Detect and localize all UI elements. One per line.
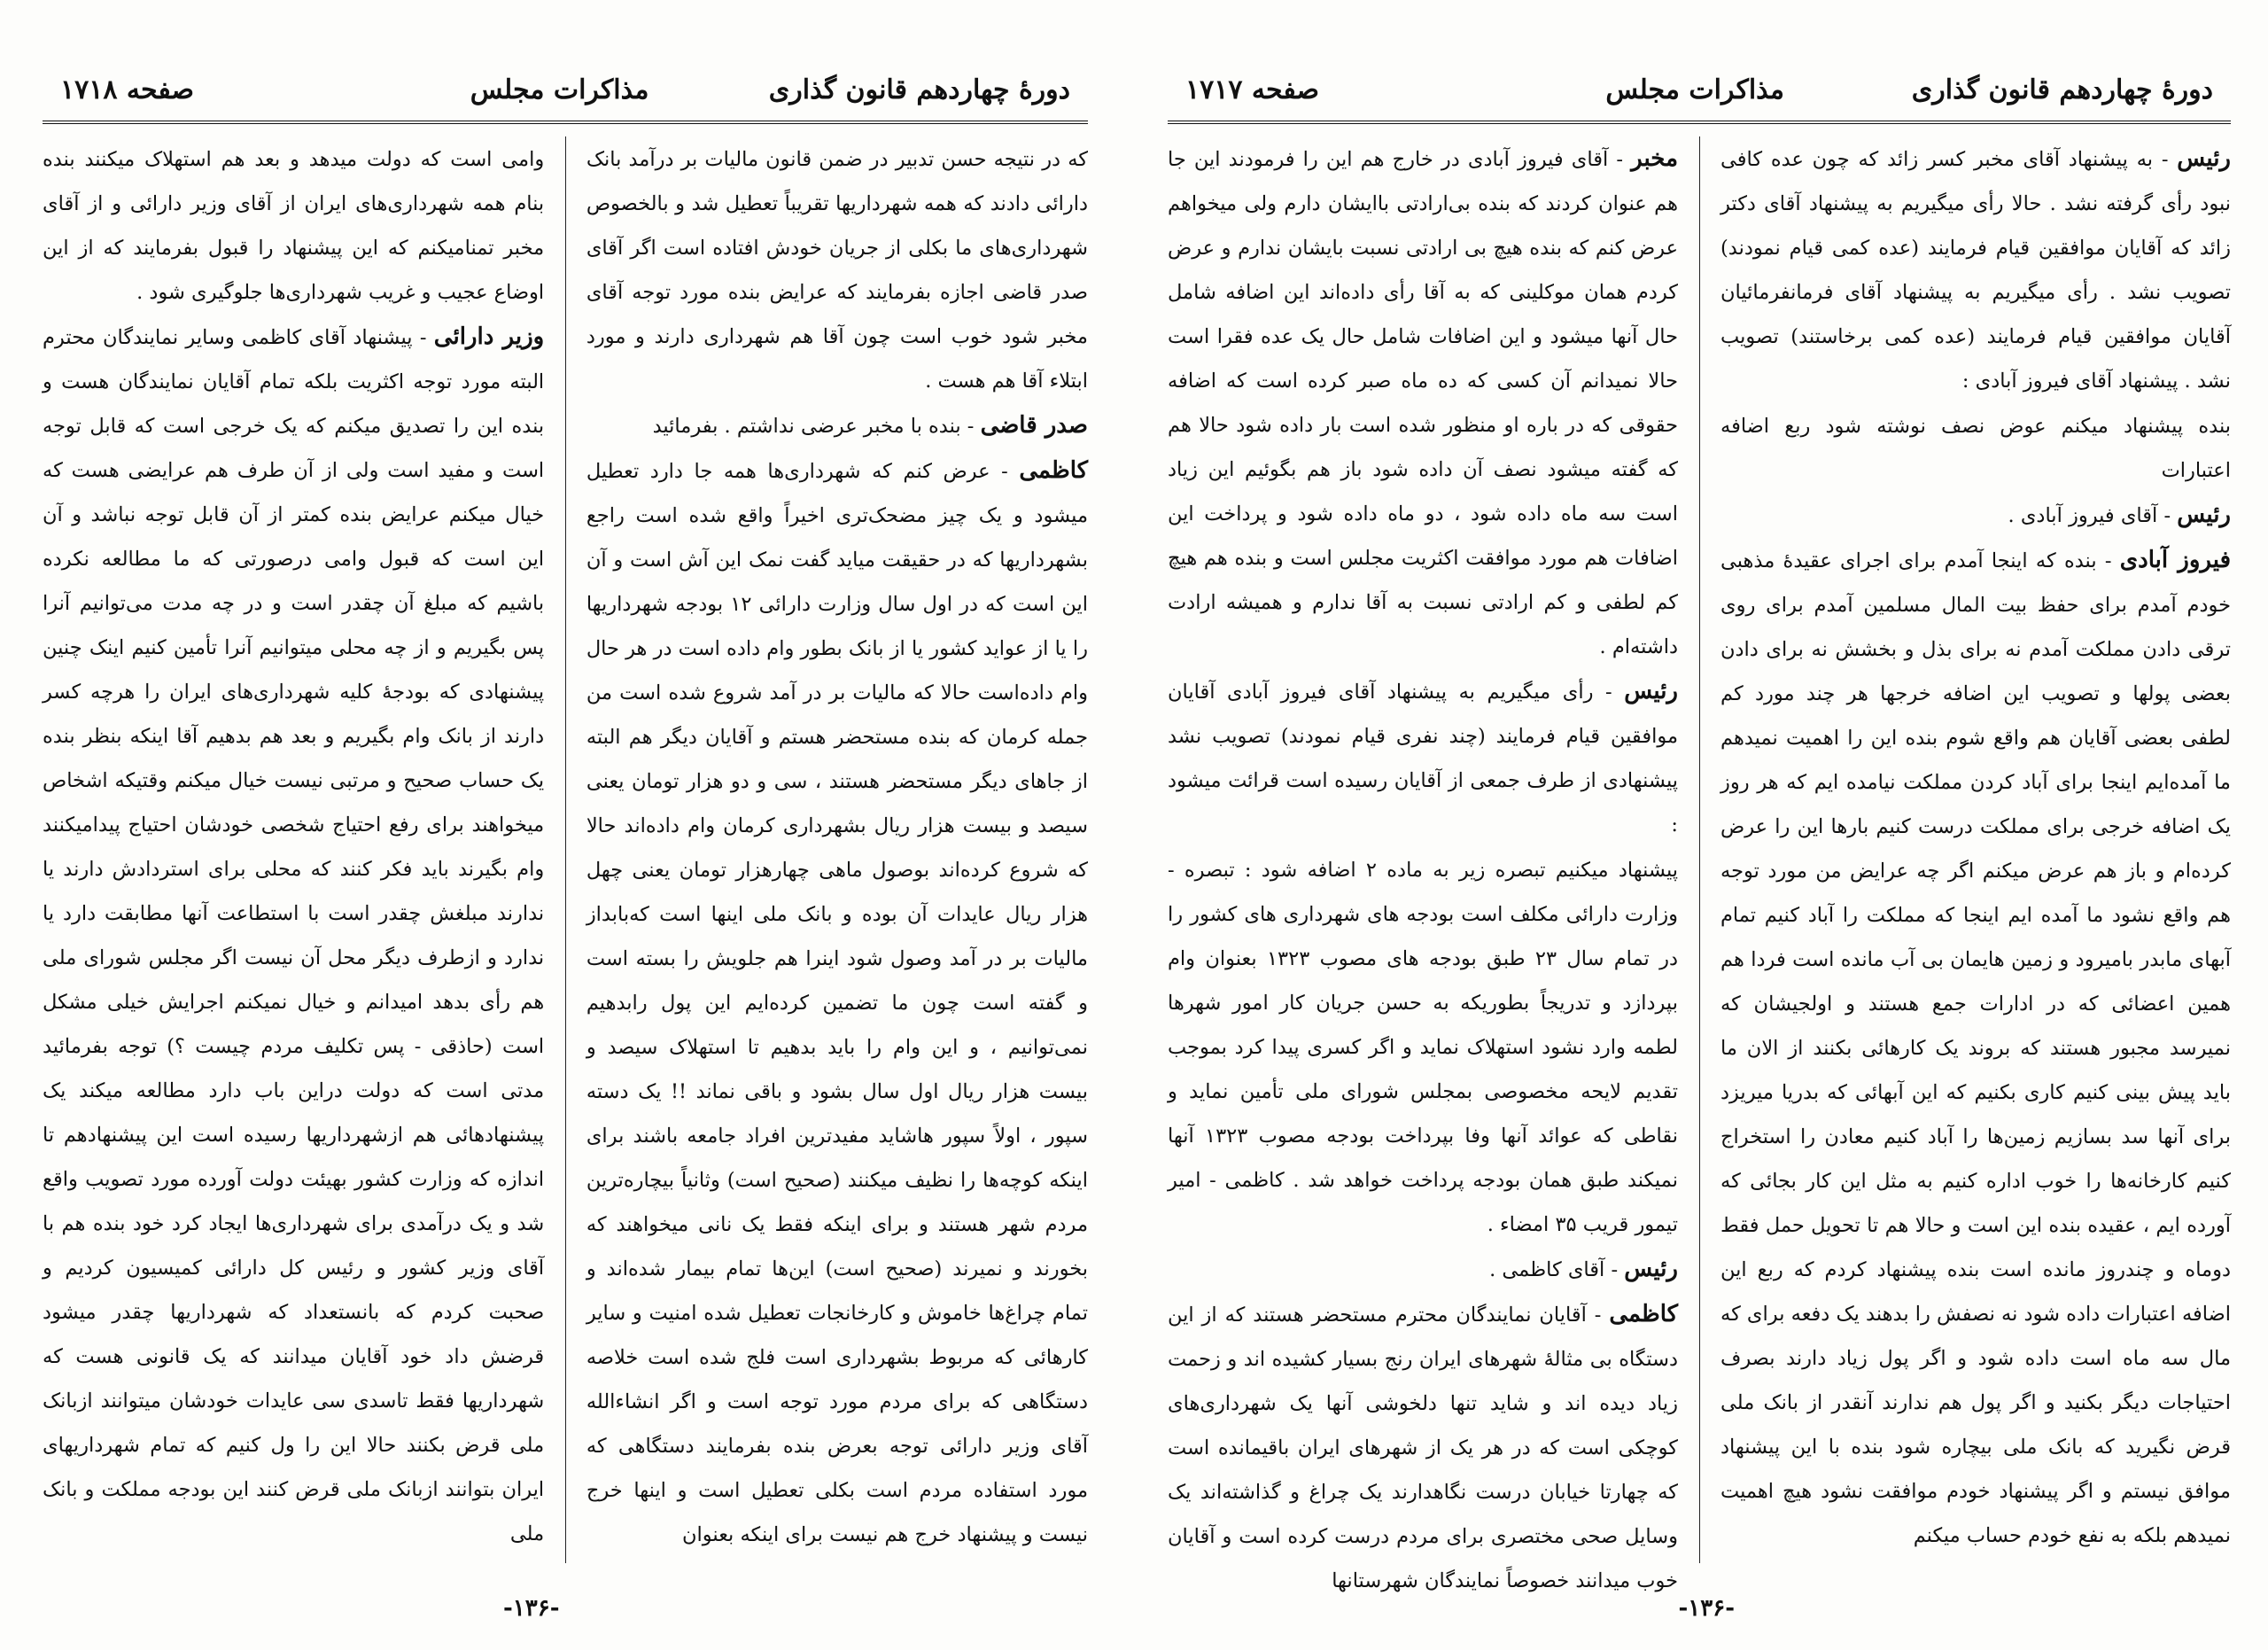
page-number: صفحه ۱۷۱۸ [60,74,194,105]
paragraph-text: - آقای کاظمی . [1489,1258,1619,1281]
paragraph-text: - آقای فیروز آبادی در خارج هم این را فرمودند این جا هم عنوان کردند که بنده بی‌ارادتی باایشان دارم ولی میخواهم عرض کنم که بنده هیچ بی ارادتی نسبت بایشان ندارم و عرض کردم همان موکلینی که به آقا رأی داده‌اند این اضافه شامل حال آنها میشود و این اضافات شامل حال یک عده فقرا است حالا نمیدانم آن کسی که ده ماه صبر کرده است که اضافه حقوقی که در باره او منظور شده است بار داده شود حالا هم که گفته میشود نصف آن داده شود باز هم بگوئیم این زیاد است سه ماه داده شود ، دو ماه داده شود و پرداخت این اضافات هم مورد موافقت اکثریت مجلس است و بنده هم هیچ کم لطفی و کم ارادتی نسبت به آقا ندارم و همیشه ارادت داشته‌ام . [1168,148,1678,658]
speaker-name: وزیر دارائی [433,323,545,350]
speaker-name: رئیس [2177,502,2231,528]
paragraph-text: - آقایان نمایندگان محترم مستحضر هستند که از این دستگاه بی مثالهٔ شهرهای ایران رنج بسیار کشیده اند و زحمت زیاد دیده اند و شاید تنها دلخوشی آنها یک شهرداری‌های کوچکی است که در هر یک از شهرهای ایران باقیمانده است که چهارتا خیابان درست نگاهدارند یک چراغ و گذاشته‌اند یک وسایل صحی مختصری برای مردم درست کرده است و آقایان خوب میدانند خصوصاً نمایندگان شهرستانها [1168,1304,1678,1592]
right-page-columns [1168,136,2232,1592]
left-page-columns [43,136,1088,1563]
speaker-name: مخبر [1631,145,1679,172]
paragraph-text: وامی است که دولت میدهد و بعد هم استهلاک میکنند بنده بنام همه شهرداری‌های ایران از آقای وزیر دارائی و از آقای مخبر تمنامیکنم که این پیشنهاد را قبول بفرمایند که از این اوضاع عجیب و غریب شهرداری‌ها جلوگیری شود . [43,148,545,304]
paragraph-text: - آقای فیروز آبادی . [2008,504,2171,527]
publication-title: مذاکرات مجلس [470,74,649,105]
publication-title: مذاکرات مجلس [1605,74,1784,105]
paragraph [43,315,544,1556]
paragraph [1720,538,2231,1558]
page-number: صفحه ۱۷۱۷ [1185,74,1319,105]
right-page-header [1168,62,2231,124]
paragraph-text: بنده پیشنهاد میکنم عوض نصف نوشته شود ربع اضافه اعتبارات [1720,415,2231,482]
paragraph-text: - به پیشنهاد آقای مخبر کسر زائد که چون عده کافی نبود رأی گرفته نشد . حالا رأی میگیریم به پیشنهاد آقای دکتر زائد که آقایان موافقین قیام فرمایند (عده کمی قیام نمودند) تصویب نشد . رأی میگیریم به پیشنهاد آقای فرمانفرمائیان آقایان موافقین قیام فرمایند (عده کمی برخاستند) تصویب نشد . پیشنهاد آقای فیروز آبادی : [1720,148,2231,393]
speaker-name: رئیس [2177,145,2231,172]
paragraph-text: پیشنهاد میکنیم تبصره زیر به ماده ۲ اضافه شود : تبصره - وزارت دارائی مکلف است بودجه های شهرداری های کشور را در تمام سال ۲۳ طبق بودجه های مصوب ۱۳۲۳ بعنوان وام بپردازد و تدریجاً بطوریکه به حسن جریان کار امور شهرها لطمه وارد نشود استهلاک نماید و اگر کسری پیدا کرد بموجب تقدیم لایحه مخصوصی بمجلس شورای ملی تأمین نماید و نقاطی که عوائد آنها وفا بپرداخت بودجه مصوب ۱۳۲۳ آنها نمیکند طبق همان بودجه پرداخت خواهد شد . کاظمی - امیر تیمور قریب ۳۵ امضاء . [1168,859,1678,1236]
text-column [43,136,555,1563]
speaker-name: رئیس [1624,678,1678,704]
paragraph [586,136,1088,403]
paragraph [1168,847,1678,1247]
paragraph [1168,1292,1678,1603]
paragraph-text: که در نتیجه حسن تدبیر در ضمن قانون مالیات بر درآمد بانک دارائی دادند که همه شهرداریها تقریباً تعطیل شد و بالخصوص شهرداری‌های ما بکلی از جریان خودش افتاده است اگر آقای صدر قاضی اجازه بفرمایند که عرایض بنده مورد توجه آقای مخبر شود خوب است چون آقا هم شهرداری دارند و مورد ابتلاء آقا هم هست . [586,148,1088,393]
text-column [576,136,1088,1563]
paragraph [43,136,544,315]
paragraph [1720,493,2231,538]
column-divider [1699,136,1700,1563]
paragraph [1168,136,1678,669]
speaker-name: کاظمی [1609,1301,1679,1327]
text-column [1710,136,2231,1563]
folio-number: -۱۳۶- [1678,1595,1735,1622]
speaker-name: کاظمی [1019,457,1089,484]
paragraph-text: - رأی میگیریم به پیشنهاد آقای فیروز آبادی آقایان موافقین قیام فرمایند (چند نفری قیام نمودند) تصویب نشد پیشنهادی از طرف جمعی از آقایان رسیده است قرائت میشود : [1168,681,1678,837]
right-page [1168,62,2231,1622]
paragraph [1720,136,2231,403]
speaker-name: صدر قاضی [980,412,1088,439]
session-title: دورهٔ چهاردهم قانون گذاری [768,74,1070,105]
left-page [43,62,1088,1622]
paragraph-text: - بنده با مخبر عرضی نداشتم . بفرمائید [652,415,975,438]
paragraph [586,448,1088,1557]
paragraph-text: - بنده که اینجا آمدم برای اجرای عقیدهٔ مذهبی خودم آمدم برای حفظ بیت المال مسلمین آمدم برای روی ترقی دادن مملکت آمدم نه برای بذل و بخشش نه برای دادن بعضی پولها و تصویب این اضافه خرجها هر چند مورد کم لطفی بعضی آقایان هم واقع شوم بنده این را اهمیت نمیدهم ما آمده‌ایم اینجا برای آباد کردن مملکت نیامده ایم که هر روز یک اضافه خرجی برای مملکت درست کنیم بارها این را عرض کرده‌ام و باز هم عرض میکنم اگر چه عرایض من مورد توجه هم واقع نشود ما آمده ایم اینجا که مملکت را آباد کنیم تمام آبهای مابدر بامیرود و زمین هایمان بی آب مانده است فردا هم همین اعضائی که در ادارات جمع هستند و اولجیشان که نمیرسد مجبور هستند که بروند یک کارهائی بکنند از الان ما باید پیش بینی کنیم کاری بکنیم که این آبهائی که بدریا میریزد برای آنها سد بسازیم زمین‌ها را آباد کنیم معادن را استخراج کنیم کارخانه‌ها را خوب اداره کنیم به مثل این کار بجائی که آورده ایم ، عقیده بنده این است و حالا هم تا تحویل حمل فقط دوماه و چندروز مانده است بنده پیشنهاد کردم که ربع این اضافه اعتبارات داده شود نه نصفش را بدهند یک دفعه برای که مال سه ماه است داده شود و اگر پول زیاد دارند بصرف احتیاجات دیگر بکنید و اگر پول هم ندارند آنقدر از بانک ملی قرض نگیرید که بانک ملی بیچاره شود بنده با این پیشنهاد موافق نیستم و اگر پیشنهاد خودم موافقت نشود هیچ اهمیت نمیدهم بلکه به نفع خودم حساب میکنم [1720,549,2231,1547]
session-title: دورهٔ چهاردهم قانون گذاری [1911,74,2213,105]
speaker-name: فیروز آبادی [2119,547,2232,573]
folio-number: -۱۳۶- [503,1595,560,1622]
paragraph [1168,669,1678,847]
paragraph [1168,1247,1678,1292]
paragraph [1720,403,2231,493]
column-divider [565,136,566,1563]
left-page-header [43,62,1088,124]
paragraph [586,403,1088,448]
paragraph-text: - عرض کنم که شهرداری‌ها همه جا دارد تعطیل میشود و یک چیز مضحک‌تری اخیراً واقع شده است راجع بشهرداریها که در حقیقت میاید گفت نمک این آش است و آن این است که در اول سال وزارت دارائی ۱۲ بودجه شهرداریها را یا از عواید کشور یا از بانک بطور وام داده است در هر حال وام داده‌است حالا که مالیات بر در آمد شروع شده است من جمله کرمان که بنده مستحضر هستم و آقایان دیگر هم البته از جاهای دیگر مستحضر هستند ، سی و دو هزار تومان یعنی سیصد و بیست هزار ریال بشهرداری کرمان وام داده‌اند حالا که شروع کرده‌اند بوصول ماهی چهارهزار تومان یعنی چهل هزار ریال عایدات آن بوده و بانک ملی اینها است که‌بابداز مالیات بر در آمد وصول شود اینرا هم جلویش را بسته است و گفته است چون ما تضمین کرده‌ایم این پول رابدهیم نمی‌توانیم ، و این وام را باید بدهیم تا استهلاک سیصد و بیست هزار ریال اول سال بشود و باقی نماند !! یک دسته سپور ، اولاً سپور هاشاید مفیدترین افراد جامعه باشند برای اینکه کوچه‌ها را نظیف میکنند (صحیح است) وثانیاً بیچاره‌ترین مردم شهر هستند و برای اینکه فقط یک نانی میخواهند که بخورند و نمیرند (صحیح است) این‌ها تمام بیمار شده‌اند و تمام چراغ‌ها خاموش و کارخانجات تعطیل شده امنیت و سایر کارهائی که مربوط بشهرداری است فلج شده است خلاصه دستگاهی که برای مردم مورد توجه است و اگر انشاءالله آقای وزیر دارائی توجه بعرض بنده بفرمایند دستگاهی که مورد استفاده مردم است بکلی تعطیل است و اینها خرج نیست و پیشنهاد خرج هم نیست برای اینکه بعنوان [586,460,1089,1546]
speaker-name: رئیس [1624,1256,1678,1282]
text-column [1168,136,1689,1592]
paragraph-text: - پیشنهاد آقای کاظمی وسایر نمایندگان محترم البته مورد توجه اکثریت بلکه تمام آقایان نمایندگان هست و بنده این را تصدیق میکنم که یک خرجی است که قابل توجه است و مفید است ولی از آن طرف هم عرایضی هست که خیال میکنم عرایض بنده کمتر از آن قابل توجه نباشد و آن این است که قبول وامی درصورتی که ما مطالعه نکرده باشیم که مبلغ آن چقدر است و در چه مدت می‌توانیم آنرا پس بگیریم و از چه محلی میتوانیم آنرا تأمین کنیم اینک چنین پیشنهادی که بودجهٔ کلیه شهرداری‌های ایران را هرچه کسر دارند از بانک وام بگیریم و بعد هم بدهیم آقا اینکه بنظر بنده یک حساب صحیح و مرتبی نیست خیال میکنم وقتیکه اشخاص میخواهند برای رفع احتیاج شخصی خودشان احتیاج پیدامیکنند وام بگیرند باید فکر کنند که محلی برای استردادش دارند یا ندارند مبلغش چقدر است با استطاعت آنها مطابقت دارد یا ندارد و ازطرف دیگر محل آن نیست اگر مجلس شورای ملی هم رأی بدهد امیدانم و خیال نمیکنم اجرایش خیلی مشکل است (حاذقی - پس تکلیف مردم چیست ؟) توجه بفرمائید مدتی است که دولت دراین باب دارد مطالعه میکند یک پیشنهادهائی هم ازشهرداریها رسیده است این پیشنهادهم تا اندازه که وزارت کشور بهیئت دولت آورده مورد تصویب واقع شد و یک درآمدی برای شهرداری‌ها ایجاد کرد خود بنده هم با آقای وزیر کشور و رئیس کل دارائی کمیسیون کردیم و صحبت کردم که بانستعداد که شهرداریها چقدر میشود قرضش داد خود آقایان میدانند که یک قانونی هست که شهرداریها فقط تاسدی سی عایدات خودشان میتوانند ازبانک ملی قرض بکنند حالا این را ول کنیم که تمام شهرداریهای ایران بتوانند ازبانک ملی قرض کنند این بودجه مملکت و بانک ملی [43,326,545,1545]
